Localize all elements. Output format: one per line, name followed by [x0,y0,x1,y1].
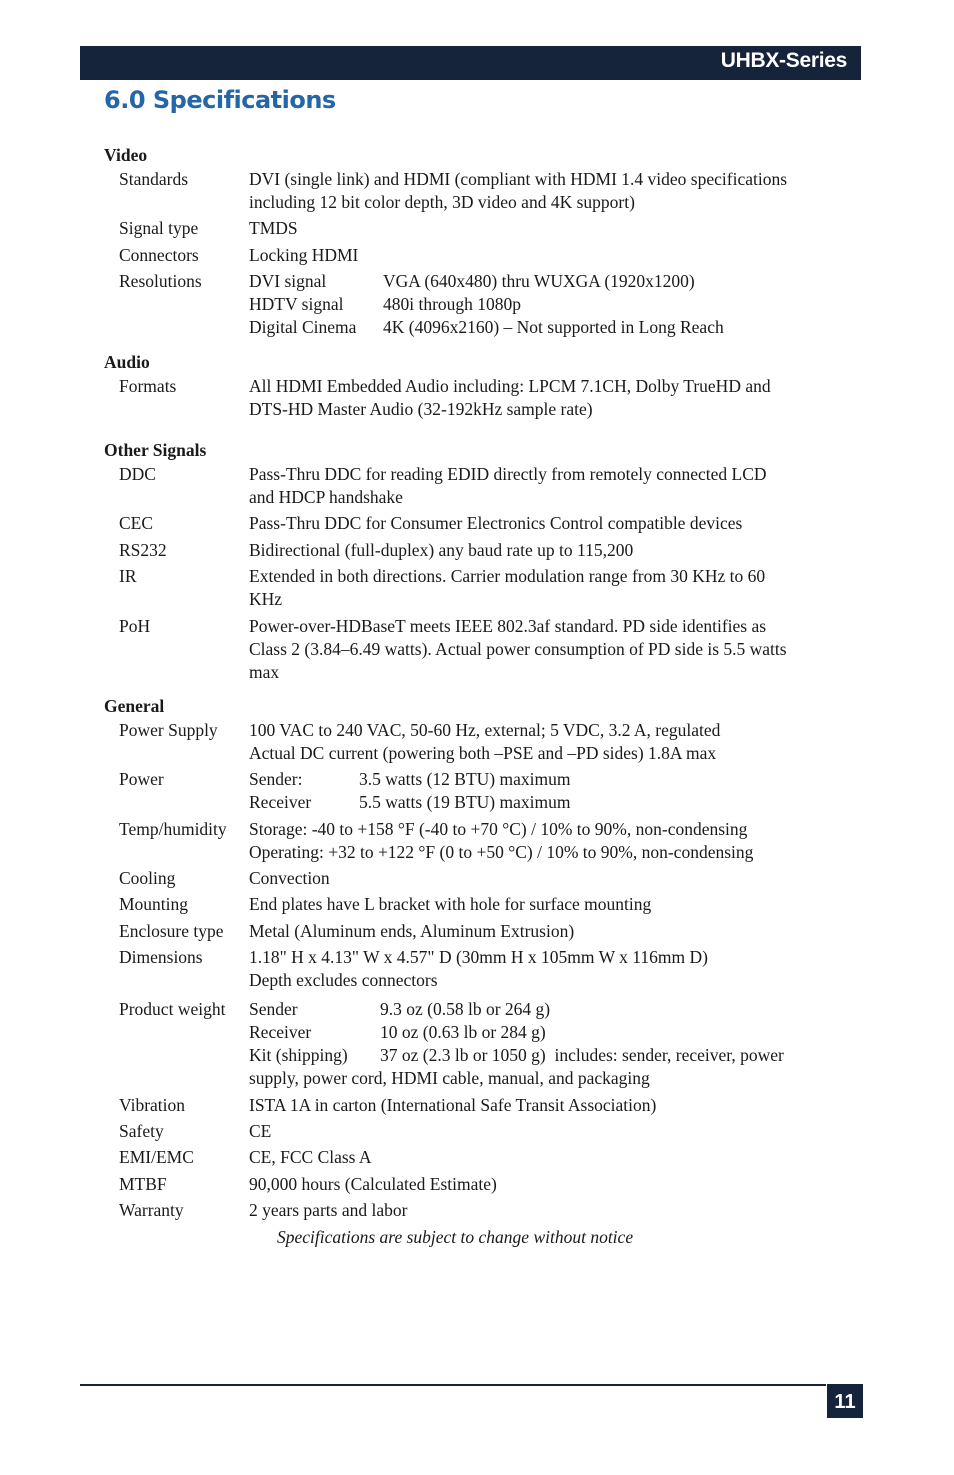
subrow-label: HDTV signal [249,294,344,315]
section-heading-video: Video [104,145,148,165]
spec-value: 2 years parts and labor [249,1200,408,1221]
spec-value [249,565,864,611]
spec-label: Standards [119,169,189,189]
spec-row-vibration [104,1094,864,1117]
section-heading-other-signals: Other Signals [104,439,207,460]
subrow-label: Receiver [249,792,312,813]
spec-value [249,946,864,992]
spec-label: EMI/EMC [119,1147,194,1168]
spec-value: Metal (Aluminum ends, Aluminum Extrusion) [249,920,575,941]
spec-label: Power [119,769,164,790]
specifications-content [104,142,864,1249]
spec-label: PoH [119,615,151,636]
spec-row-warranty [104,1199,864,1222]
subrow-label: Sender: [249,769,303,790]
subrow-label: Kit (shipping) [249,1045,348,1066]
subrow-value: 4K (4096x2160) – Not supported in Long Reach [383,317,724,338]
power-subrow [249,791,864,814]
page-number: 11 [827,1384,863,1418]
spec-row-emi-emc [104,1146,864,1169]
subrow-label: Sender [249,999,298,1020]
spec-value [249,270,864,339]
spec-value-line: including 12 bit color depth, 3D video and 4K support) [249,192,635,212]
spec-row-ir [104,565,864,611]
subrow-label: Digital Cinema [249,317,357,338]
spec-value-line: Extended in both directions. Carrier modulation range from 30 KHz to 60 [249,566,766,587]
spec-value: End plates have L bracket with hole for surface mounting [249,894,652,915]
spec-row-power-supply [104,719,864,765]
spec-value-line: and HDCP handshake [249,486,403,507]
header-bar [80,46,861,80]
weight-subrow [249,1044,864,1067]
spec-value [249,719,864,765]
weight-subrow [249,1021,864,1044]
spec-row-cec [104,512,864,535]
spec-label: Formats [119,375,177,396]
spec-value: Bidirectional (full-duplex) any baud rate up to 115,200 [249,539,634,560]
spec-row-signal-type [104,217,864,240]
spec-label: Mounting [119,894,189,915]
spec-row-temp-humidity [104,818,864,864]
spec-label: Warranty [119,1200,184,1221]
spec-row-formats [104,375,864,421]
spec-label: Resolutions [119,271,202,292]
spec-value: Pass-Thru DDC for Consumer Electronics Control compatible devices [249,513,743,534]
spec-value [249,998,864,1090]
spec-value: 90,000 hours (Calculated Estimate) [249,1173,497,1194]
spec-row-dimensions [104,946,864,992]
series-name: UHBX-Series [720,49,847,72]
spec-row-resolutions [104,270,864,339]
section-heading-audio: Audio [104,351,150,372]
spec-value-line: 1.18" H x 4.13" W x 4.57" D (30mm H x 105mm W x 116mm D) [249,947,708,968]
spec-value [249,168,864,214]
spec-value [249,615,864,684]
subrow-value: 37 oz (2.3 lb or 1050 g) includes: sender, receiver, power [380,1045,784,1066]
spec-row-standards [104,168,864,214]
spec-row-poh [104,615,864,684]
spec-label: Dimensions [119,947,203,968]
spec-label: RS232 [119,539,167,560]
spec-label: Safety [119,1121,164,1142]
spec-value: CE [249,1121,272,1142]
spec-row-product-weight [104,998,864,1090]
section-heading-general: General [104,695,165,716]
spec-label: IR [119,566,137,587]
spec-value: ISTA 1A in carton (International Safe Transit Association) [249,1094,657,1115]
spec-value-line: Class 2 (3.84–6.49 watts). Actual power consumption of PD side is 5.5 watts [249,638,787,659]
spec-value-line: Storage: -40 to +158 °F (-40 to +70 °C) / 10% to 90%, non-condensing [249,818,748,839]
spec-label: DDC [119,463,156,484]
resolution-subrow [249,270,864,293]
spec-value-line: 100 VAC to 240 VAC, 50-60 Hz, external; 5 VDC, 3.2 A, regulated [249,719,721,740]
spec-value: CE, FCC Class A [249,1147,372,1168]
spec-value-line: KHz [249,589,283,610]
spec-label: Vibration [119,1094,186,1115]
spec-value [249,768,864,814]
subrow-value: 5.5 watts (19 BTU) maximum [359,792,571,813]
spec-label: MTBF [119,1173,167,1194]
spec-label: Signal type [119,218,199,239]
spec-row-enclosure [104,920,864,943]
power-subrow [249,768,864,791]
spec-label: Connectors [119,244,199,265]
spec-row-rs232 [104,539,864,562]
spec-row-power [104,768,864,814]
spec-value-line: max [249,661,280,682]
spec-row-cooling [104,867,864,890]
footer-rule [80,1384,826,1386]
spec-label: Power Supply [119,719,218,740]
spec-label: Temp/humidity [119,818,227,839]
spec-value-line: All HDMI Embedded Audio including: LPCM 7.1CH, Dolby TrueHD and [249,375,771,396]
spec-value: TMDS [249,218,298,239]
spec-value-line: Operating: +32 to +122 °F (0 to +50 °C) / 10% to 90%, non-condensing [249,841,754,862]
spec-value-line: DTS-HD Master Audio (32-192kHz sample rate) [249,398,593,419]
spec-value-line: DVI (single link) and HDMI (compliant with HDMI 1.4 video specifications [249,169,788,189]
spec-value-line: Power-over-HDBaseT meets IEEE 802.3af standard. PD side identifies as [249,615,767,636]
spec-value: Convection [249,868,330,889]
section-gap [104,424,864,437]
spec-row-ddc [104,463,864,509]
subrow-label: DVI signal [249,271,327,292]
spec-value-line: Pass-Thru DDC for reading EDID directly from remotely connected LCD [249,463,767,484]
subrow-value: 9.3 oz (0.58 lb or 264 g) [380,999,551,1020]
subrow-value: 10 oz (0.63 lb or 284 g) [380,1022,546,1043]
spec-row-safety [104,1120,864,1143]
page-title: 6.0 Specifications [104,86,336,114]
subrow-value: 3.5 watts (12 BTU) maximum [359,769,571,790]
subrow-value: 480i through 1080p [383,294,522,315]
resolution-subrow [249,316,864,339]
spec-label: Product weight [119,999,226,1020]
spec-value-line: supply, power cord, HDMI cable, manual, and packaging [249,1068,650,1089]
spec-value [249,375,864,421]
spec-label: CEC [119,513,154,534]
spec-label: Enclosure type [119,920,224,941]
spec-value-line: Depth excludes connectors [249,970,438,991]
resolution-subrow [249,293,864,316]
spec-row-mtbf [104,1173,864,1196]
disclaimer-note: Specifications are subject to change without notice [277,1226,634,1247]
spec-value [249,818,864,864]
spec-label: Cooling [119,868,176,889]
spec-value [249,463,864,509]
spec-row-connectors [104,244,864,267]
subrow-label: Receiver [249,1022,312,1043]
spec-value: Locking HDMI [249,244,359,265]
spec-value-line: Actual DC current (powering both –PSE and –PD sides) 1.8A max [249,742,717,763]
spec-row-mounting [104,893,864,916]
weight-subrow [249,998,864,1021]
subrow-value: VGA (640x480) thru WUXGA (1920x1200) [383,271,695,292]
